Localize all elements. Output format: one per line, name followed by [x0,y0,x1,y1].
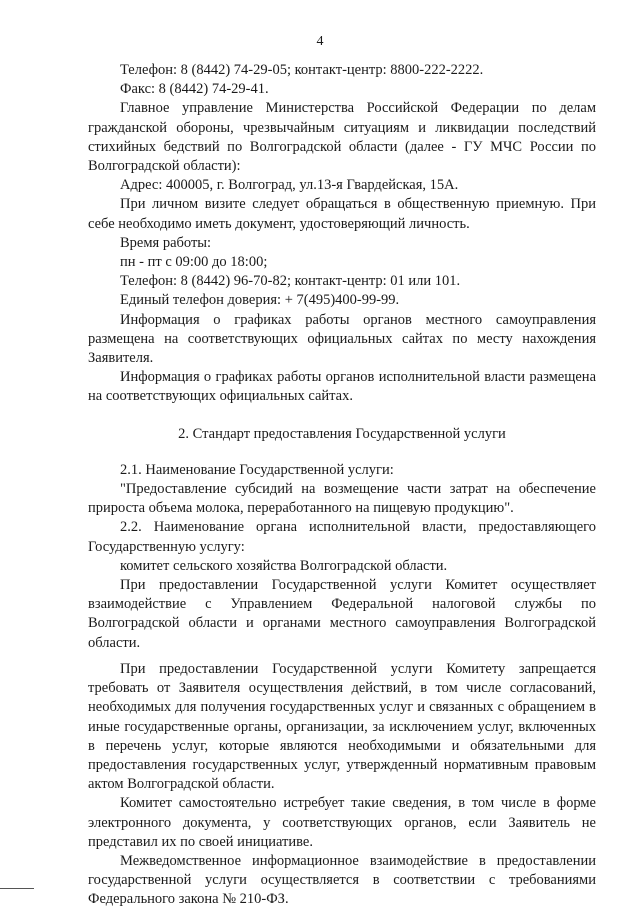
paragraph-exec-gov-info: Информация о графиках работы органов исполнительной власти размещена на соответствующих официальных сайтах. [88,369,596,405]
paragraph-fax: Факс: 8 (8442) 74-29-41. [120,81,269,98]
document-body [88,61,596,910]
paragraph-service-name: "Предоставление субсидий на возмещение части затрат на обеспечение прироста объема молока, переработанного на пищевую продукцию". [88,481,596,517]
paragraph-local-gov-info: Информация о графиках работы органов местного самоуправления размещена на соответствующих официальных сайтах по месту нахождения Заявителя. [88,311,596,367]
paragraph-service-name-label: 2.1. Наименование Государственной услуги: [120,461,394,478]
paragraph-visit: При личном визите следует обращаться в общественную приемную. При себе необходимо иметь документ, удостоверяющий личность. [88,196,596,232]
paragraph-authority: комитет сельского хозяйства Волгоградской области. [120,557,448,574]
paragraph-phone: Телефон: 8 (8442) 74-29-05; контакт-центр: 8800-222-2222. [120,62,484,78]
paragraph-work-time: пн - пт с 09:00 до 18:00; [120,254,268,271]
paragraph-interaction: При предоставлении Государственной услуги Комитет осуществляет взаимодействие с Управлением Федеральной налоговой службы по Волгоградской области и органами местного самоуправления Волгоградской области. [88,577,596,651]
footnote-divider [0,888,34,889]
paragraph-interagency: Межведомственное информационное взаимодействие в предоставлении государственной услуги осуществляется в соответствии с требованиями Федерального закона № 210-ФЗ. [88,852,596,908]
page-number: 4 [316,34,324,49]
paragraph-prohibition: При предоставлении Государственной услуги Комитету запрещается требовать от Заявителя осуществления действий, в том числе согласований, необходимых для получения государственных услуг и связанных с обращением в иные государственные органы, организации, за исключением услуг, включенных в перечень услуг, которые являются необходимыми и обязательными для предоставления государственных услуг, утвержденный нормативным правовым актом Волгоградской области. [88,660,596,793]
paragraph-authority-label: 2.2. Наименование органа исполнительной власти, предоставляющего Государственную услугу: [88,519,596,555]
paragraph-mchs: Главное управление Министерства Российской Федерации по делам гражданской обороны, чрезвычайным ситуациям и ликвидации последствий стихийных бедствий по Волгоградской области (далее - ГУ МЧС России по Волгоградской области): [88,100,596,175]
paragraph-mchs-phone: Телефон: 8 (8442) 96-70-82; контакт-центр: 01 или 101. [120,273,461,290]
paragraph-self-request: Комитет самостоятельно истребует такие сведения, в том числе в форме электронного документа, у соответствующих органов, если Заявитель не представил их по своей инициативе. [88,795,596,850]
paragraph-trust-phone: Единый телефон доверия: + 7(495)400-99-99. [120,292,400,309]
paragraph-work-time-label: Время работы: [120,234,212,251]
paragraph-mchs-address: Адрес: 400005, г. Волгоград, ул.13-я Гвардейская, 15А. [120,177,459,194]
section-heading: 2. Стандарт предоставления Государственной услуги [178,425,506,442]
